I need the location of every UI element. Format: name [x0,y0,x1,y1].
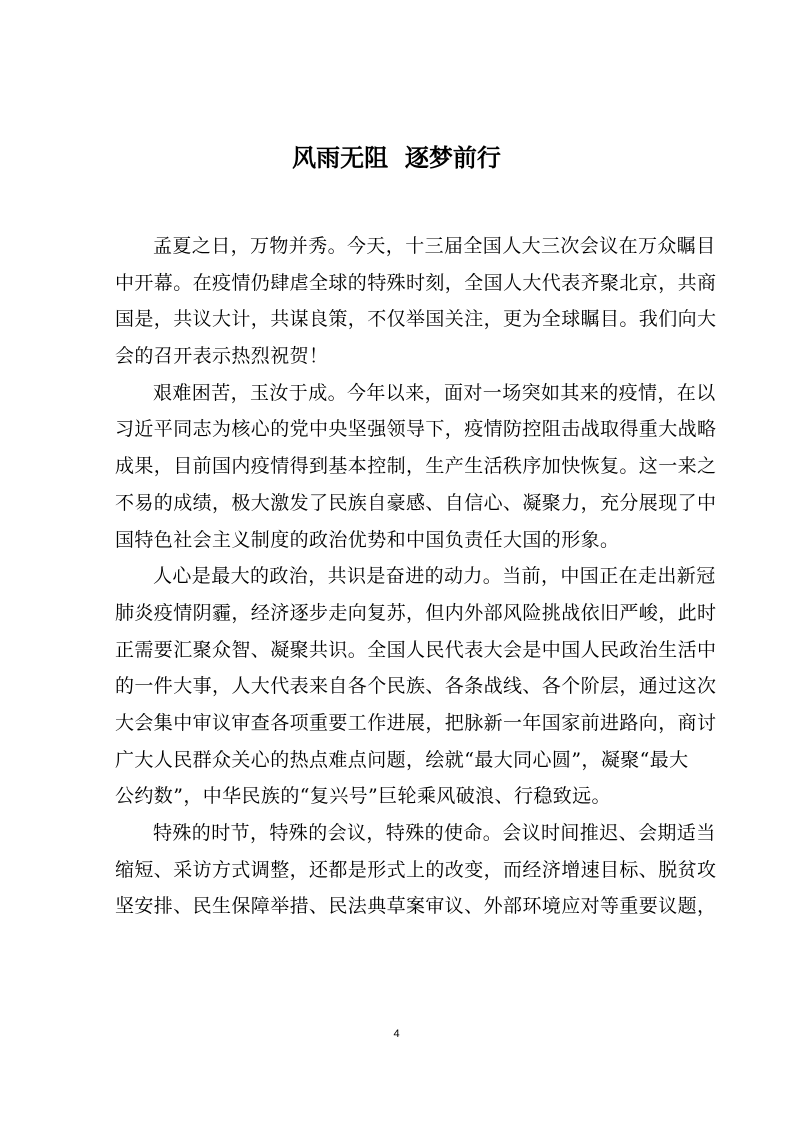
document-title: 风雨无阻 逐梦前行 [292,144,501,172]
paragraph-line: 孟夏之日，万物并秀。今天，十三届全国人大三次会议在万众瞩目 [153,235,716,257]
paragraph-line: 会的召开表示热烈祝贺！ [115,345,329,368]
paragraph-1 [115,228,717,375]
paragraph-line: 国是，共议大计，共谋良策，不仅举国关注，更为全球瞩目。我们向大 [115,308,717,331]
paragraph-line: 艰难困苦，玉汝于成。今年以来，面对一场突如其来的疫情，在以 [153,381,716,404]
paragraph-line: 正需要汇聚众智、凝聚共识。全国人民代表大会是中国人民政治生活中 [115,638,717,661]
paragraph-line: 特殊的时节，特殊的会议，特殊的使命。会议时间推迟、会期适当 [153,822,716,844]
paragraph-4 [115,815,717,925]
page-number: 4 [393,1028,400,1040]
paragraph-line: 成果，目前国内疫情得到基本控制，生产生活秩序加快恢复。这一来之 [115,455,717,478]
paragraph-line: 不易的成绩，极大激发了民族自豪感、自信心、凝聚力，充分展现了中 [115,491,717,514]
paragraph-line: 广大人民群众关心的热点难点问题，绘就“最大同心圆”，凝聚“最大 [115,748,689,771]
paragraph-3 [115,558,717,815]
paragraph-line: 坚安排、民生保障举措、民法典草案审议、外部环境应对等重要议题， [115,895,717,918]
paragraph-line: 缩短、采访方式调整，还都是形式上的改变，而经济增速目标、脱贫攻 [115,858,717,881]
paragraph-line: 的一件大事，人大代表来自各个民族、各条战线、各个阶层，通过这次 [115,675,717,698]
paragraph-line: 肺炎疫情阴霾，经济逐步走向复苏，但内外部风险挑战依旧严峻，此时 [115,601,717,624]
paragraph-line: 中开幕。在疫情仍肆虐全球的特殊时刻，全国人大代表齐聚北京，共商 [115,271,717,294]
paragraph-line: 公约数”，中华民族的“复兴号”巨轮乘风破浪、行稳致远。 [115,785,611,808]
paragraph-line: 人心是最大的政治，共识是奋进的动力。当前，中国正在走出新冠 [153,565,716,588]
paragraph-2 [115,375,717,558]
paragraph-line: 大会集中审议审查各项重要工作进展，把脉新一年国家前进路向，商讨 [115,711,717,734]
document-body [115,228,717,925]
paragraph-line: 国特色社会主义制度的政治优势和中国负责任大国的形象。 [115,528,620,551]
paragraph-line: 习近平同志为核心的党中央坚强领导下，疫情防控阻击战取得重大战略 [115,418,717,441]
